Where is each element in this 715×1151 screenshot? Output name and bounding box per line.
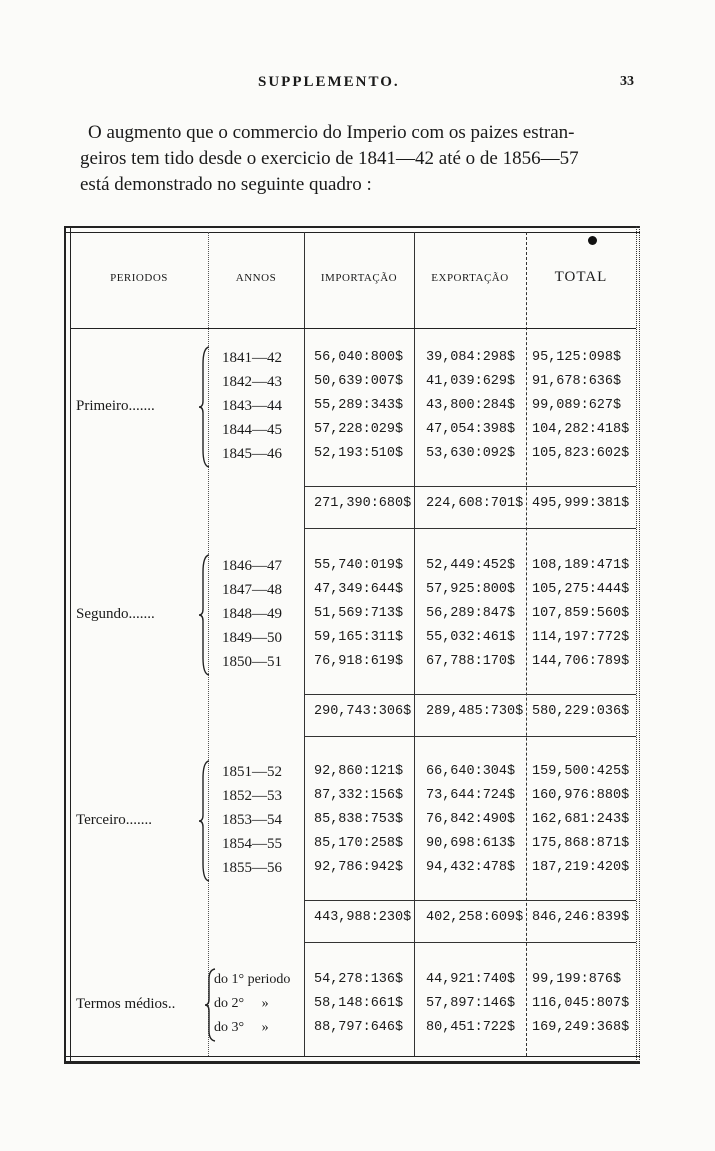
export-cell: 52,449:452$ (426, 558, 516, 573)
import-cell: 85,170:258$ (314, 836, 404, 851)
year-cell: 1851—52 (222, 764, 282, 780)
curly-brace (198, 346, 210, 468)
export-cell: 53,630:092$ (426, 446, 516, 461)
export-cell: 47,054:398$ (426, 422, 516, 437)
total-cell: 104,282:418$ (532, 422, 630, 437)
column-header-periodos: PERIODOS (110, 272, 168, 284)
subtotal-total-cell: 495,999:381$ (532, 496, 630, 511)
import-cell: 51,569:713$ (314, 606, 404, 621)
period-label: Primeiro....... (76, 398, 155, 414)
subtotal-import-cell: 290,743:306$ (314, 704, 412, 719)
subtotal-export-cell: 289,485:730$ (426, 704, 524, 719)
subtotal-export-cell: 402,258:609$ (426, 910, 524, 925)
total-cell: 95,125:098$ (532, 350, 622, 365)
year-cell: 1843—44 (222, 398, 282, 414)
table-row (64, 630, 642, 654)
total-cell: 175,868:871$ (532, 836, 630, 851)
year-cell: 1846—47 (222, 558, 282, 574)
table-top-border (64, 226, 640, 233)
export-cell: 56,289:847$ (426, 606, 516, 621)
averages-label: Termos médios.. (76, 996, 176, 1012)
subtotal-row (64, 496, 642, 520)
total-cell: 160,976:880$ (532, 788, 630, 803)
table-row (64, 860, 642, 884)
column-header-exportacao: EXPORTAÇÃO (431, 272, 509, 284)
average-period-cell: do 2° » (214, 996, 269, 1011)
export-cell: 57,897:146$ (426, 996, 516, 1011)
export-cell: 94,432:478$ (426, 860, 516, 875)
curly-brace (198, 760, 210, 882)
total-cell: 107,859:560$ (532, 606, 630, 621)
total-cell: 99,089:627$ (532, 398, 622, 413)
average-row (64, 1020, 642, 1044)
table-row (64, 654, 642, 678)
table-row (64, 350, 642, 374)
header-rule (70, 328, 636, 329)
page-number: 33 (620, 74, 634, 89)
year-cell: 1848—49 (222, 606, 282, 622)
subtotal-export-cell: 224,608:701$ (426, 496, 524, 511)
total-cell: 169,249:368$ (532, 1020, 630, 1035)
export-cell: 67,788:170$ (426, 654, 516, 669)
average-row (64, 972, 642, 996)
intro-line-2: geiros tem tido desde o exercicio de 1841—42 até o de 1856—57 (80, 148, 579, 169)
year-cell: 1854—55 (222, 836, 282, 852)
table-row (64, 446, 642, 470)
import-cell: 56,040:800$ (314, 350, 404, 365)
total-cell: 116,045:807$ (532, 996, 630, 1011)
total-cell: 105,275:444$ (532, 582, 630, 597)
period-label: Terceiro....... (76, 812, 152, 828)
export-cell: 66,640:304$ (426, 764, 516, 779)
year-cell: 1844—45 (222, 422, 282, 438)
export-cell: 44,921:740$ (426, 972, 516, 987)
subtotal-total-cell: 846,246:839$ (532, 910, 630, 925)
subtotal-rule (304, 486, 636, 487)
page-header (0, 74, 715, 98)
average-period-cell: do 1° periodo (214, 972, 291, 987)
intro-paragraph (80, 120, 645, 198)
import-cell: 58,148:661$ (314, 996, 404, 1011)
curly-brace (198, 554, 210, 676)
table-row (64, 374, 642, 398)
export-cell: 41,039:629$ (426, 374, 516, 389)
table-row (64, 582, 642, 606)
export-cell: 43,800:284$ (426, 398, 516, 413)
total-cell: 99,199:876$ (532, 972, 622, 987)
year-cell: 1849—50 (222, 630, 282, 646)
total-cell: 187,219:420$ (532, 860, 630, 875)
table-bottom-border (64, 1056, 640, 1064)
year-cell: 1850—51 (222, 654, 282, 670)
year-cell: 1845—46 (222, 446, 282, 462)
import-cell: 55,289:343$ (314, 398, 404, 413)
period-label: Segundo....... (76, 606, 155, 622)
total-cell: 162,681:243$ (532, 812, 630, 827)
export-cell: 73,644:724$ (426, 788, 516, 803)
table-row (64, 836, 642, 860)
export-cell: 76,842:490$ (426, 812, 516, 827)
year-cell: 1842—43 (222, 374, 282, 390)
column-header-total: TOTAL (554, 269, 608, 285)
year-cell: 1841—42 (222, 350, 282, 366)
export-cell: 55,032:461$ (426, 630, 516, 645)
year-cell: 1852—53 (222, 788, 282, 804)
average-period-cell: do 3° » (214, 1020, 269, 1035)
column-header-annos: ANNOS (235, 272, 277, 284)
subtotal-total-cell: 580,229:036$ (532, 704, 630, 719)
export-cell: 57,925:800$ (426, 582, 516, 597)
export-cell: 80,451:722$ (426, 1020, 516, 1035)
subtotal-row (64, 704, 642, 728)
import-cell: 92,860:121$ (314, 764, 404, 779)
total-cell: 114,197:772$ (532, 630, 630, 645)
import-cell: 47,349:644$ (314, 582, 404, 597)
import-cell: 88,797:646$ (314, 1020, 404, 1035)
import-cell: 59,165:311$ (314, 630, 404, 645)
year-cell: 1853—54 (222, 812, 282, 828)
subtotal-import-cell: 443,988:230$ (314, 910, 412, 925)
section-rule (304, 736, 636, 737)
running-title: SUPPLEMENTO. (258, 74, 400, 90)
import-cell: 50,639:007$ (314, 374, 404, 389)
import-cell: 92,786:942$ (314, 860, 404, 875)
import-cell: 76,918:619$ (314, 654, 404, 669)
export-cell: 90,698:613$ (426, 836, 516, 851)
import-cell: 54,278:136$ (314, 972, 404, 987)
import-cell: 87,332:156$ (314, 788, 404, 803)
column-header-importacao: IMPORTAÇÃO (320, 272, 398, 284)
curly-brace (204, 968, 216, 1042)
section-rule (304, 528, 636, 529)
intro-line-1: O augmento que o commercio do Imperio com os paizes estran- (88, 122, 575, 143)
total-cell: 105,823:602$ (532, 446, 630, 461)
table-row (64, 558, 642, 582)
subtotal-import-cell: 271,390:680$ (314, 496, 412, 511)
total-cell: 159,500:425$ (532, 764, 630, 779)
import-cell: 85,838:753$ (314, 812, 404, 827)
total-cell: 108,189:471$ (532, 558, 630, 573)
import-cell: 52,193:510$ (314, 446, 404, 461)
section-rule (304, 942, 636, 943)
table-row (64, 764, 642, 788)
table-row (64, 422, 642, 446)
table-row (64, 788, 642, 812)
ink-blot (588, 236, 597, 245)
year-cell: 1855—56 (222, 860, 282, 876)
total-cell: 144,706:789$ (532, 654, 630, 669)
import-cell: 57,228:029$ (314, 422, 404, 437)
subtotal-rule (304, 694, 636, 695)
subtotal-row (64, 910, 642, 934)
subtotal-rule (304, 900, 636, 901)
year-cell: 1847—48 (222, 582, 282, 598)
total-cell: 91,678:636$ (532, 374, 622, 389)
intro-line-3: está demonstrado no seguinte quadro : (80, 174, 372, 195)
commerce-table (64, 226, 642, 1066)
export-cell: 39,084:298$ (426, 350, 516, 365)
import-cell: 55,740:019$ (314, 558, 404, 573)
